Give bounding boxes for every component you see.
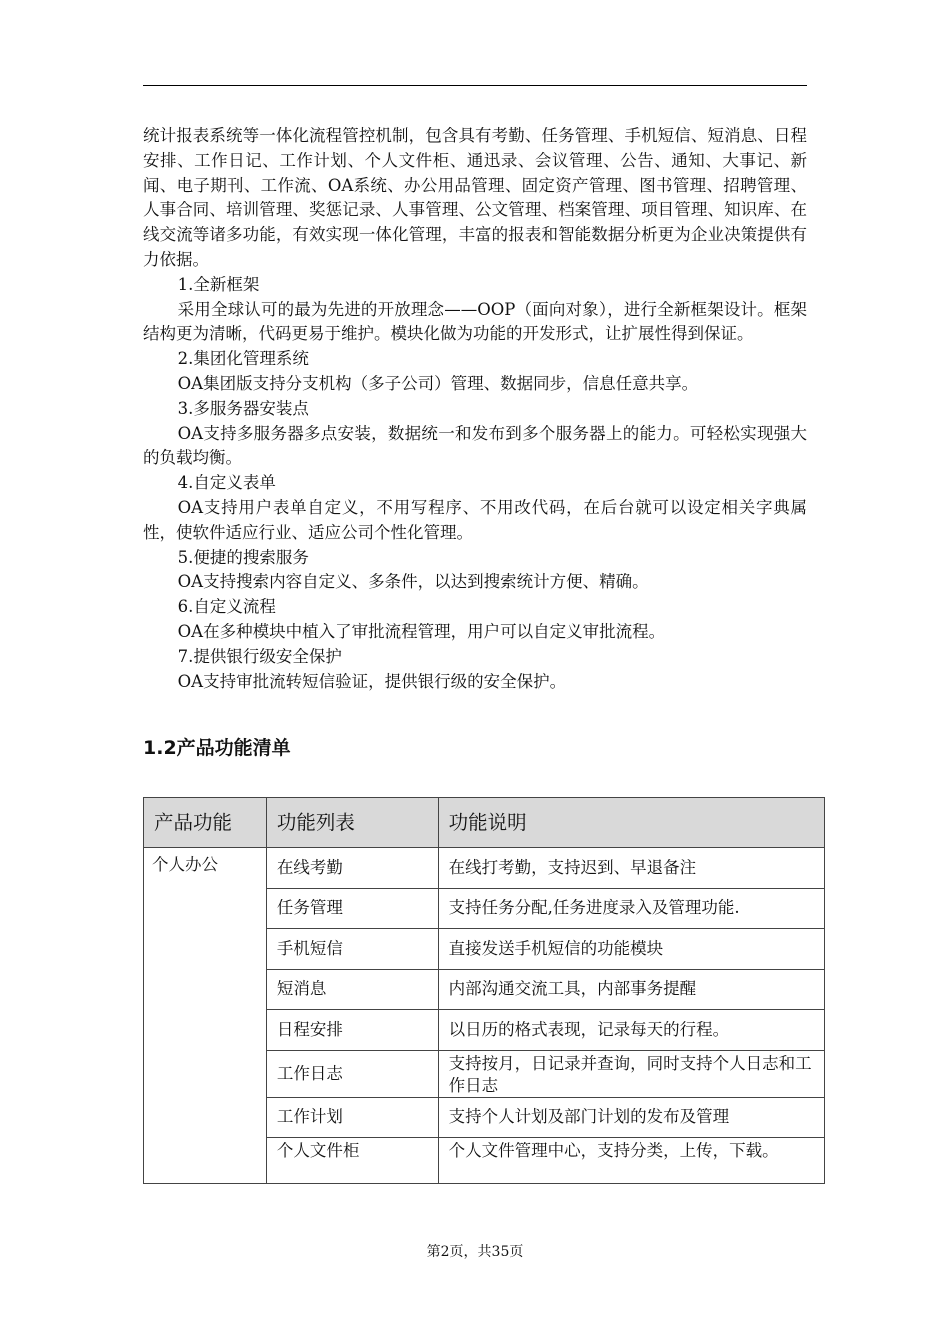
description-cell: 支持任务分配,任务进度录入及管理功能. xyxy=(438,888,824,929)
feature-cell: 工作日志 xyxy=(266,1050,438,1097)
item-text: OA支持多服务器多点安装，数据统一和发布到多个服务器上的能力。可轻松实现强大的负载均衡。 xyxy=(143,423,807,468)
description-cell: 支持个人计划及部门计划的发布及管理 xyxy=(438,1097,824,1138)
description-cell: 个人文件管理中心，支持分类，上传，下载。 xyxy=(438,1138,824,1184)
feature-cell: 在线考勤 xyxy=(266,848,438,889)
function-table xyxy=(143,797,825,1184)
feature-cell: 日程安排 xyxy=(266,1010,438,1051)
feature-cell: 任务管理 xyxy=(266,888,438,929)
feature-cell: 个人文件柜 xyxy=(266,1138,438,1184)
category-cell: 个人办公 xyxy=(144,848,267,1184)
item-title: 6.自定义流程 xyxy=(177,597,276,617)
feature-cell: 短消息 xyxy=(266,969,438,1010)
header-rule xyxy=(143,85,807,86)
item-title: 1.全新框架 xyxy=(177,274,260,294)
item-text: OA在多种模块中植入了审批流程管理，用户可以自定义审批流程。 xyxy=(177,621,666,641)
table-row xyxy=(144,848,825,889)
item-text: OA集团版支持分支机构（多子公司）管理、数据同步，信息任意共享。 xyxy=(177,373,699,393)
description-cell: 内部沟通交流工具，内部事务提醒 xyxy=(438,969,824,1010)
intro-paragraph: 统计报表系统等一体化流程管控机制，包含具有考勤、任务管理、手机短信、短消息、日程安排、工作日记、工作计划、个人文件柜、通迅录、会议管理、公告、通知、大事记、新闻、电子期刊、工作流、OA系统、办公用品管理、固定资产管理、图书管理、招聘管理、人事合同、培训管理、奖惩记录、人事管理、公文管理、档案管理、项目管理、知识库、在线交流等诸多功能，有效实现一体化管理，丰富的报表和智能数据分析更为企业决策提供有力依据。 xyxy=(143,126,807,269)
description-cell: 以日历的格式表现，记录每天的行程。 xyxy=(438,1010,824,1051)
item-title: 3.多服务器安装点 xyxy=(177,398,309,418)
section-heading: 1.2产品功能清单 xyxy=(143,737,291,759)
item-title: 5.便捷的搜索服务 xyxy=(177,547,309,567)
page-footer: 第2页，共35页 xyxy=(426,1244,524,1260)
item-text: OA支持审批流转短信验证，提供银行级的安全保护。 xyxy=(177,671,567,691)
item-title: 2.集团化管理系统 xyxy=(177,349,309,369)
description-cell: 直接发送手机短信的功能模块 xyxy=(438,929,824,970)
column-header-product-function: 产品功能 xyxy=(144,798,267,848)
description-cell: 支持按月，日记录并查询，同时支持个人日志和工作日志 xyxy=(438,1050,824,1097)
body-text xyxy=(143,124,807,694)
table-header-row xyxy=(144,798,825,848)
item-title: 7.提供银行级安全保护 xyxy=(177,646,342,666)
item-text: OA支持用户表单自定义，不用写程序、不用改代码，在后台就可以设定相关字典属性，使软件适应行业、适应公司个性化管理。 xyxy=(143,497,807,542)
description-cell: 在线打考勤，支持迟到、早退备注 xyxy=(438,848,824,889)
feature-cell: 工作计划 xyxy=(266,1097,438,1138)
item-text: 采用全球认可的最为先进的开放理念——OOP（面向对象），进行全新框架设计。框架结构更为清晰，代码更易于维护。模块化做为功能的开发形式，让扩展性得到保证。 xyxy=(143,299,807,344)
column-header-feature-description: 功能说明 xyxy=(438,798,824,848)
item-text: OA支持搜索内容自定义、多条件，以达到搜索统计方便、精确。 xyxy=(177,572,649,592)
column-header-feature-list: 功能列表 xyxy=(266,798,438,848)
item-title: 4.自定义表单 xyxy=(177,473,276,493)
feature-cell: 手机短信 xyxy=(266,929,438,970)
